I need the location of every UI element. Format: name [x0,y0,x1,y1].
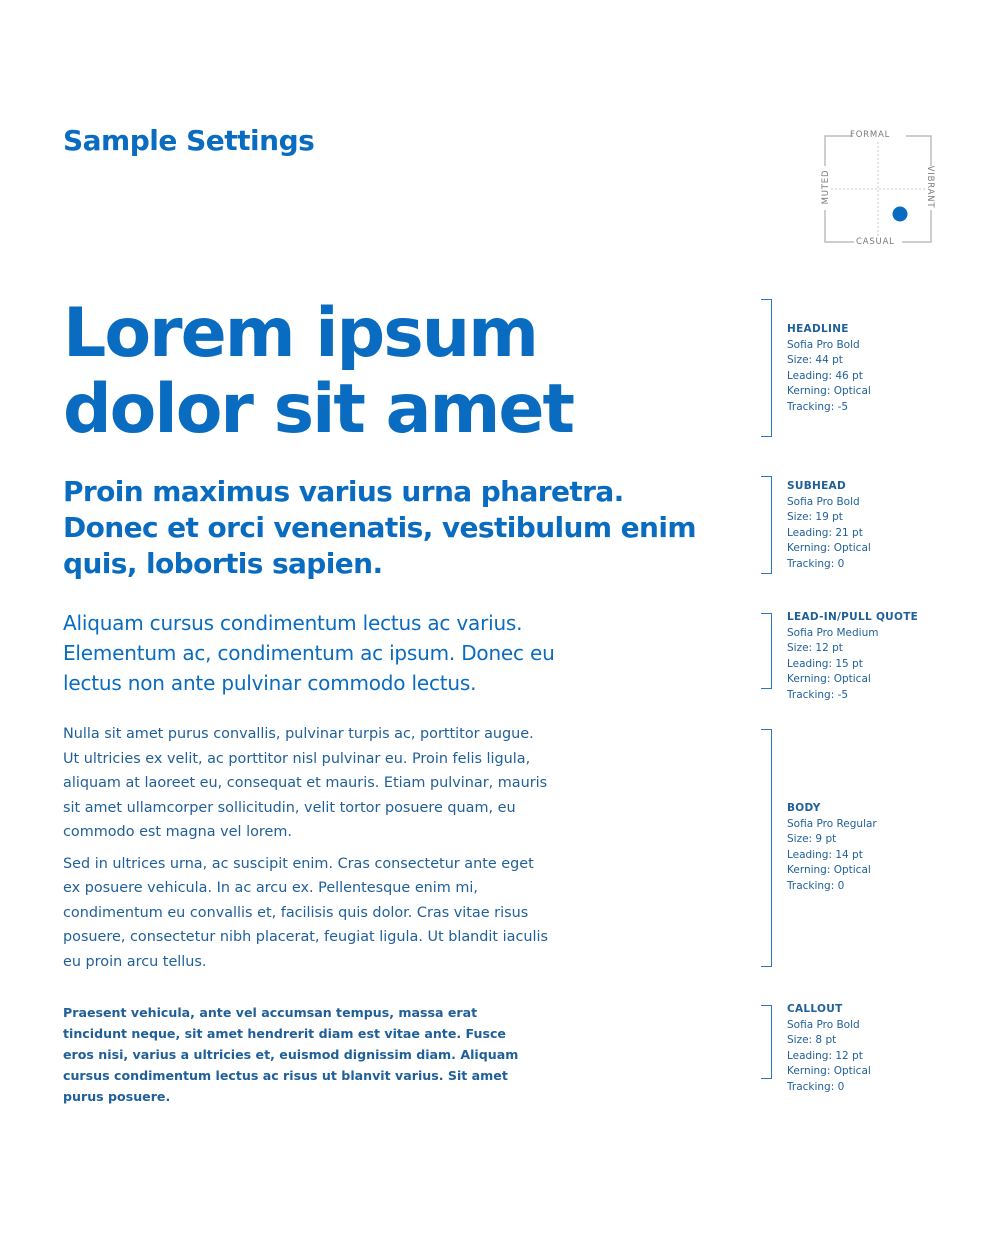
headline-spec [787,322,967,416]
tone-label-muted: MUTED [821,169,831,205]
callout-sample: Praesent vehicula, ante vel accumsan tempus, massa erat tincidunt neque, sit amet hendrerit diam est vitae ante. Fusce eros nisi, varius a ultricies et, euismod dignissim diam. Aliquam cursus condimentum lectus ac risus ut blanvit varius. Sit amet purus posuere. [63,1005,519,1104]
body-paragraph-1: Nulla sit amet purus convallis, pulvinar turpis ac, porttitor augue. Ut ultricies ex velit, ac porttitor nisl pulvinar eu. Proin felis ligula, aliquam at laoreet eu, consequat et mauris. Etiam pulvinar, mauris sit amet ullamcorper sollicitudin, velit tortor posuere quam, eu commodo est magna vel lorem. [63,726,548,840]
spec-size: Size: 19 pt [787,511,843,524]
spec-title: HEADLINE [787,323,849,335]
tone-label-formal: FORMAL [850,130,891,140]
tone-label-vibrant: VIBRANT [925,165,935,209]
subhead-sample: Proin maximus varius urna pharetra. Donec et orci venenatis, vestibulum enim quis, lobortis sapien. [63,475,696,580]
spec-title: SUBHEAD [787,480,846,492]
leadin-spec [787,610,967,704]
spec-kerning: Kerning: Optical [787,385,871,398]
spec-tracking: Tracking: -5 [787,400,849,413]
body-spec [787,801,967,895]
spec-title: BODY [787,802,821,814]
spec-leading: Leading: 15 pt [787,657,863,670]
spec-font: Sofia Pro Bold [787,1018,860,1031]
spec-size: Size: 44 pt [787,354,843,367]
spec-font: Sofia Pro Bold [787,338,860,351]
spec-size: Size: 8 pt [787,1034,837,1047]
spec-tracking: Tracking: 0 [787,1080,845,1093]
leadin-sample: Aliquam cursus condimentum lectus ac varius. Elementum ac, condimentum ac ipsum. Donec eu lectus non ante pulvinar commodo lectus. [63,611,555,695]
callout-bracket [761,1005,772,1079]
spec-kerning: Kerning: Optical [787,1065,871,1078]
subhead-spec [787,479,967,573]
tone-map-grid [816,126,940,250]
spec-tracking: Tracking: 0 [787,557,845,570]
tone-position-dot [893,207,908,222]
tone-label-casual: CASUAL [856,237,895,247]
spec-title: LEAD-IN/PULL QUOTE [787,611,919,623]
spec-leading: Leading: 12 pt [787,1049,863,1062]
spec-kerning: Kerning: Optical [787,864,871,877]
body-paragraph-2: Sed in ultrices urna, ac suscipit enim. Cras consectetur ante eget ex posuere vehicula. In ac arcu ex. Pellentesque enim mi, condimentum eu convallis et, facilisis quis dolor. Cras vitae risus posuere, consectetur nibh placerat, feugiat ligula. Ut blandit iaculis eu proin arcu tellus. [63,855,548,970]
spec-tracking: Tracking: 0 [787,879,845,892]
spec-kerning: Kerning: Optical [787,673,871,686]
page-title: Sample Settings [63,124,315,157]
callout-spec [787,1002,967,1096]
spec-tracking: Tracking: -5 [787,688,849,701]
spec-leading: Leading: 46 pt [787,369,863,382]
spec-leading: Leading: 14 pt [787,848,863,861]
spec-font: Sofia Pro Bold [787,495,860,508]
spec-size: Size: 9 pt [787,833,837,846]
body-bracket [761,729,772,967]
spec-title: CALLOUT [787,1003,843,1015]
spec-leading: Leading: 21 pt [787,526,863,539]
spec-font: Sofia Pro Regular [787,817,877,830]
spec-kerning: Kerning: Optical [787,542,871,555]
tone-map [816,126,940,250]
body-sample [63,722,553,981]
spec-size: Size: 12 pt [787,642,843,655]
headline-sample: Lorem ipsum dolor sit amet [63,294,573,449]
headline-bracket [761,299,772,437]
leadin-bracket [761,613,772,689]
spec-font: Sofia Pro Medium [787,626,879,639]
subhead-bracket [761,476,772,574]
